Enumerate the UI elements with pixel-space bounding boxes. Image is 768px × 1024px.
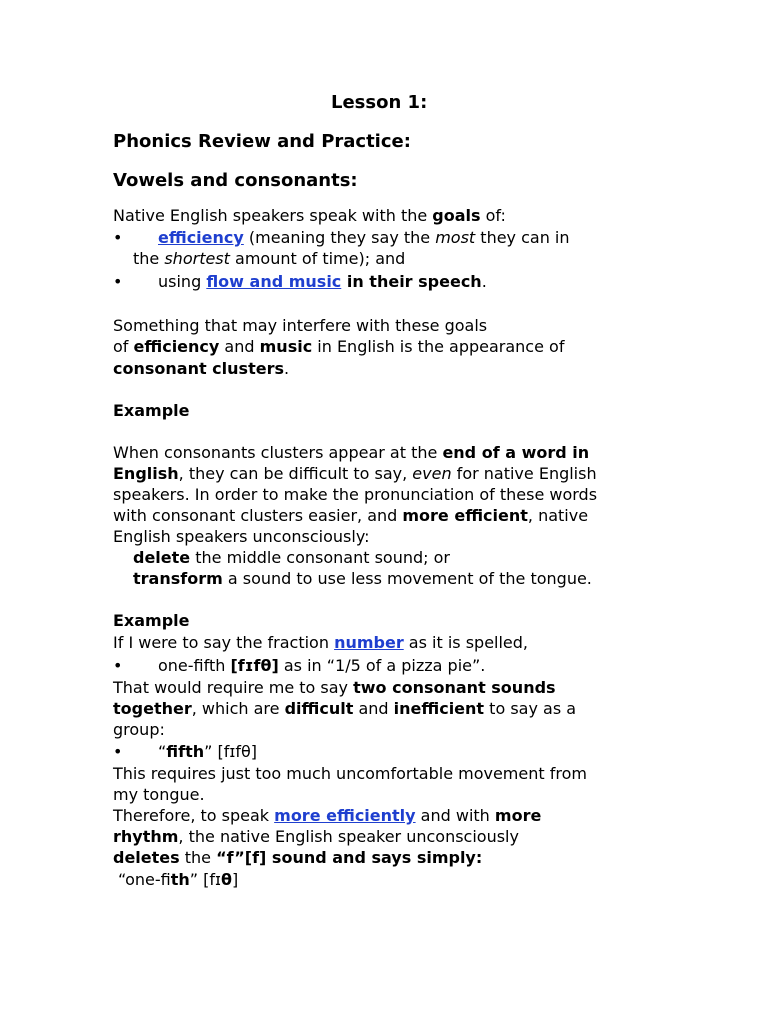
bullet-efficiency: efficiency (meaning they say the most they can in (158, 228, 570, 247)
more-efficiently-link[interactable]: more efficiently (274, 806, 416, 825)
delete-item: delete the middle consonant sound; or (133, 548, 450, 567)
transform-item: transform a sound to use less movement of the tongue. (133, 569, 592, 588)
lesson-title: Lesson 1: (331, 92, 428, 113)
example-heading-2: Example (113, 611, 190, 630)
paragraph-fraction: If I were to say the fraction number as it is spelled, (113, 633, 529, 652)
paragraph-require-line3: group: (113, 720, 165, 739)
paragraph-clusters-line2: English, they can be difficult to say, even for native English (113, 464, 597, 483)
bullet-marker: • (113, 742, 123, 761)
bullet-flow-music: using flow and music in their speech. (158, 272, 487, 291)
number-link[interactable]: number (334, 633, 404, 652)
bullet-fifth: “fifth” [fɪfθ] (158, 742, 258, 761)
paragraph-clusters-line5: English speakers unconsciously: (113, 527, 370, 546)
paragraph-intro: Native English speakers speak with the goals of: (113, 206, 506, 225)
paragraph-therefore-line3: deletes the “f”[f] sound and says simply: (113, 848, 483, 867)
bullet-marker: • (113, 228, 123, 247)
paragraph-therefore-line2: rhythm, the native English speaker unconsciously (113, 827, 519, 846)
bullet-one-fifth: one-fifth [fɪfθ] as in “1/5 of a pizza pie”. (158, 656, 486, 675)
bullet-marker: • (113, 272, 123, 291)
paragraph-interfere-line2: of efficiency and music in English is the appearance of (113, 337, 565, 356)
heading-phonics-review: Phonics Review and Practice: (113, 131, 411, 152)
paragraph-interfere-line3: consonant clusters. (113, 359, 290, 378)
paragraph-interfere-line1: Something that may interfere with these goals (113, 316, 488, 335)
flow-and-music-link[interactable]: flow and music (206, 272, 342, 291)
paragraph-tongue-line2: my tongue. (113, 785, 205, 804)
paragraph-clusters-line4: with consonant clusters easier, and more efficient, native (113, 506, 589, 525)
paragraph-require-line1: That would require me to say two consonant sounds (113, 678, 556, 697)
paragraph-clusters-line1: When consonants clusters appear at the end of a word in (113, 443, 590, 462)
bullet-efficiency-cont: the shortest amount of time); and (133, 249, 406, 268)
paragraph-require-line2: together, which are difficult and inefficient to say as a (113, 699, 577, 718)
paragraph-therefore-line1: Therefore, to speak more efficiently and with more (113, 806, 542, 825)
example-heading-1: Example (113, 401, 190, 420)
bullet-marker: • (113, 656, 123, 675)
heading-vowels-consonants: Vowels and consonants: (113, 170, 358, 191)
efficiency-link[interactable]: efficiency (158, 228, 244, 247)
paragraph-clusters-line3: speakers. In order to make the pronunciation of these words (113, 485, 598, 504)
one-fith-example: “one-fith” [fɪθ] (118, 870, 239, 889)
paragraph-tongue-line1: This requires just too much uncomfortable movement from (113, 764, 587, 783)
